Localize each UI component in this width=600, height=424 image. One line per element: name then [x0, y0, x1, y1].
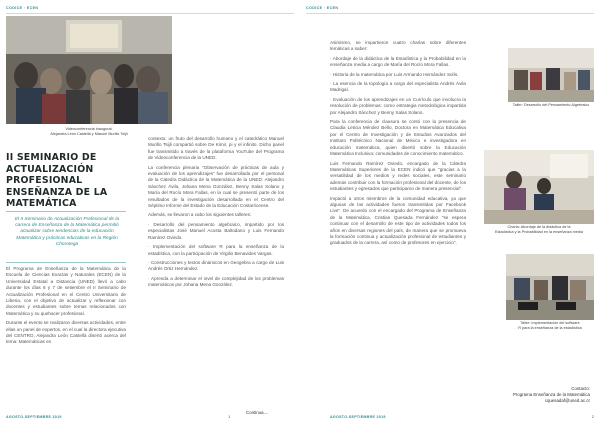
left-header-label: CODICE · ECEN [6, 6, 39, 10]
left-column-1 [6, 266, 126, 349]
paragraph: Durante el evento se realizaron diversas actividades, entre ellas un panel de expertos, en el cual la directora ejecutiva del CENTRO, Alejandra León Castellá disertó acerca del tema: Matemáticas en [6, 320, 126, 345]
videoconference-photo [6, 16, 172, 124]
right-page [300, 0, 600, 424]
paragraph: Luis Fernando Ramírez Oviedo, encargado de la Cátedra Matemáticas Superiores de la ECEN indicó que "gracias a la versatilidad de los medios y redes sociales, este seminario además contribuir con la formación profesional del docente, de los estudiantes y egresados que participaron de manera presencial". [330, 160, 466, 192]
left-header-rule [6, 13, 294, 14]
right-header-rule [306, 13, 594, 14]
caption-line-1: Charla: Abordaje de la didáctica de la [507, 225, 571, 229]
paragraph: · Desarrollo del pensamiento algebraico, impartido por los especialistas José Manuel Acosta Baltodano y Luis Fernando Ramírez Oviedo. [148, 221, 284, 240]
paragraph: · La esencia de la topología a cargo del especialista Andrés Ávila Madrigal. [330, 81, 466, 93]
paragraph: La conferencia plenaria "Observación de prácticas de aula y evaluación de los aprendizajes" fue desarrollada por el personal de la Cátedra Didáctica de la Matemática de la UNED: Alejandro Sánchez Ávila, Johana Mena González, Benny Salas Solano y María del Rocío Mora Fallas, en la cual se presentó parte de los resultados de la investigación desarrollada en el Centro del Séptimo Informe del Estado de la Educación Costarricense. [148, 164, 284, 209]
paragraph: · Implementación del software R para la enseñanza de la estadística, con la participación de Virgilio Benavides Vargas. [148, 244, 284, 256]
paragraph: contexto: un fruto del desarrollo humano y el catedrático Manuel Murillo Tsijli compartió sobre De Kimir, pi y el infinito. Dicho panel fue transmitido a través de la plataforma YouTube del Programa de Videoconferencia de la UNED. [148, 136, 284, 161]
paragraph: · Aprenda a determinar el nivel de complejidad de los problemas matemáticos por Johana Mena González. [148, 275, 284, 288]
algebraic-workshop-caption: Taller: Desarrollo del Pensamiento Algebraico [512, 103, 590, 107]
paragraph: Impactó a otros miembros de la comunidad educativa, ya que algunas de las actividades fueron transmitidas por Facebook Live". De acuerdo con el encargado del Programa de Enseñanza de la Matemática, Cristian Quesada Fernández "se espera continuar con el desarrollo de este tipo de actividades todos los años en diversas regiones del país, de manera que se promueva la formación continua y actualización profesional de estudiantes y graduados de la carrera, así como de profesores en ejercicio". [330, 195, 466, 246]
paragraph: El Programa de Enseñanza de la Matemática de la Escuela de Ciencias Exactas y Naturales (ECEN) de la Universidad Estatal a Distancia (UNED) llevó a cabo durante los días 6 y 7 de setiembre el II Seminario de Actualización Profesional en el Centro Universitario de Liberia, con el objetivo de actualizar y reflexionar con docentes y estudiantes sobre temas relacionados con Matemática y su quehacer profesional. [6, 266, 126, 316]
right-column-1 [330, 40, 466, 250]
left-column-2 [148, 136, 284, 292]
paragraph: Para la conferencia de clausura se contó con la presencia de Claudia Leticia Méndez Bello, Doctora en Matemática Educativa por el Centro de Investigación y de Estudios Avanzados del Instituto Politécnico Nacional de México e investigadora en educación matemática, quien disertó sobre la Educación Matemática Inclusiva: comunidades de conocimiento matemático. [330, 119, 466, 157]
title-rule [6, 211, 126, 212]
caption-line-1: Videoconferencia inaugural: [65, 127, 113, 131]
contact-email[interactable]: cquesadaf@uned.ac.cr [544, 398, 590, 403]
paragraph: Además, se llevaron a cabo los siguientes talleres: [148, 212, 252, 218]
caption-line-2: Estadística y la Probabilidad en la enseñanza media [494, 229, 584, 234]
paragraph: · Construcciones y textos dinámicos en Geogebra a cargo de Luis Andrés Ortiz Hernández. [148, 259, 284, 272]
article-intro: El II Seminario de Actualización Profesional de la carrera de Enseñanza de la Matemática permitió actualizar sobre tendencias de la educación Matemática y prácticas educativas en la Región Chorotega [14, 217, 120, 247]
paragraph: Asimismo, se impartieron cuatro charlas sobre diferentes temáticas a saber: [330, 40, 466, 52]
software-r-caption [506, 321, 594, 331]
left-footer-date: AGOSTO-SEPTIEMBRE 2019 [6, 415, 62, 419]
right-header-label: CODICE · ECEN [306, 6, 339, 10]
paragraph: · Evaluación de los aprendizajes en un Currículo que involucra la resolución de problemas: como estrategia metodológica impartida por Alejandro Sánchez y Benny Salas Solano. [330, 96, 466, 115]
statistics-talk-photo [484, 150, 594, 224]
contact-block [513, 386, 590, 404]
continua-label: Continua.... [246, 410, 269, 415]
paragraph: · Historia de la matemática por Luis Armando Hernández Solís. [330, 71, 459, 77]
caption-line-2: Alejandra León Castellá y Manuel Murillo Tsijli [50, 131, 128, 136]
caption-line-2: R para la enseñanza de la estadística [518, 325, 582, 330]
paragraph: · Abordaje de la didáctica de la Estadística y la Probabilidad en la enseñanza media a cargo de María del Rocío Mora Fallas. [330, 55, 466, 68]
caption-line-1: Taller: Implementación del software [520, 321, 580, 325]
software-r-photo [506, 254, 594, 320]
statistics-talk-caption [484, 225, 594, 235]
right-footer-date: AGOSTO-SEPTIEMBRE 2019 [330, 415, 386, 419]
contact-label: Contacto: [571, 386, 590, 391]
article-title: II SEMINARIO DE ACTUALIZACIÓN PROFESIONAL ENSEÑANZA DE LA MATEMÁTICA [6, 152, 108, 209]
algebraic-workshop-photo [508, 48, 594, 102]
contact-program: Programa Enseñanza de la Matemática [512, 392, 590, 397]
right-page-number: 2 [591, 414, 594, 419]
left-page-number: 1 [228, 414, 231, 419]
intro-rule [6, 262, 126, 263]
